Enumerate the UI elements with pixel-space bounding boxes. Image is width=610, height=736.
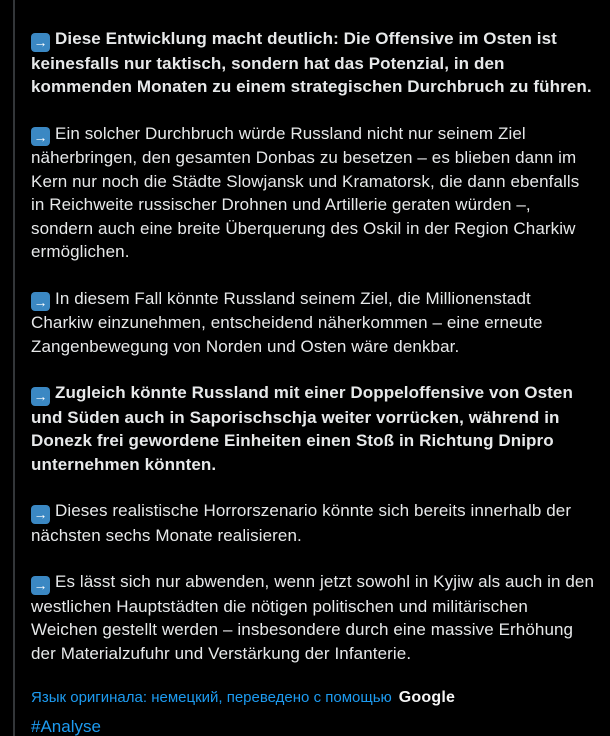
tweet-paragraph (31, 570, 594, 665)
paragraph-text: Dieses realistische Horrorszenario könnte sich bereits innerhalb der nächsten sechs Monate realisieren. (31, 501, 572, 545)
translation-attribution (31, 688, 594, 708)
arrow-right-icon: → (31, 33, 50, 52)
arrow-right-icon: → (31, 387, 50, 406)
tweet-body (31, 27, 594, 665)
tweet-paragraph (31, 287, 594, 359)
paragraph-text: Diese Entwicklung macht deutlich: Die Offensive im Osten ist keinesfalls nur taktisch, sondern hat das Potenzial, in den kommenden Monaten zu einem strategischen Durchbruch zu führen. (31, 29, 592, 96)
tweet-paragraph (31, 27, 594, 99)
tweet-paragraph (31, 499, 594, 547)
arrow-right-icon: → (31, 576, 50, 595)
paragraph-text: Zugleich könnte Russland mit einer Doppeloffensive von Osten und Süden auch in Saporischschja weiter vorrücken, während in Donezk frei gewordene Einheiten einen Stoß in Richtung Dnipro unternehmen könnten. (31, 383, 573, 474)
paragraph-text: Ein solcher Durchbruch würde Russland nicht nur seinem Ziel näherbringen, den gesamten Donbas zu besetzen – es blieben dann im Kern nur noch die Städte Slowjansk und Kramatorsk, die dann ebenfalls in Reichweite russischer Drohnen und Artillerie geraten würden –, sondern auch eine breite Überquerung des Oskil in der Region Charkiw ermöglichen. (31, 123, 580, 261)
arrow-right-icon: → (31, 505, 50, 524)
hashtag-row (31, 715, 594, 736)
paragraph-text: In diesem Fall könnte Russland seinem Ziel, die Millionenstadt Charkiw einzunehmen, entscheidend näherkommen – eine erneute Zangenbewegung von Norden und Osten wäre denkbar. (31, 288, 543, 356)
arrow-right-icon: → (31, 292, 50, 311)
tweet-paragraph (31, 122, 594, 264)
paragraph-text: Es lässt sich nur abwenden, wenn jetzt sowohl in Kyjiw als auch in den westlichen Hauptstädten die nötigen politischen und militärischen Weichen gestellt werden – insbesondere durch eine massive Erhöhung der Materialzufuhr und Verstärkung der Infanterie. (31, 572, 595, 663)
arrow-right-icon: → (31, 127, 50, 146)
tweet-paragraph (31, 381, 594, 476)
translation-source-link[interactable]: Язык оригинала: немецкий, переведено с помощью (31, 689, 392, 706)
hashtag-link-analyse[interactable]: #Analyse (31, 717, 101, 736)
google-logo: Google (398, 689, 456, 706)
